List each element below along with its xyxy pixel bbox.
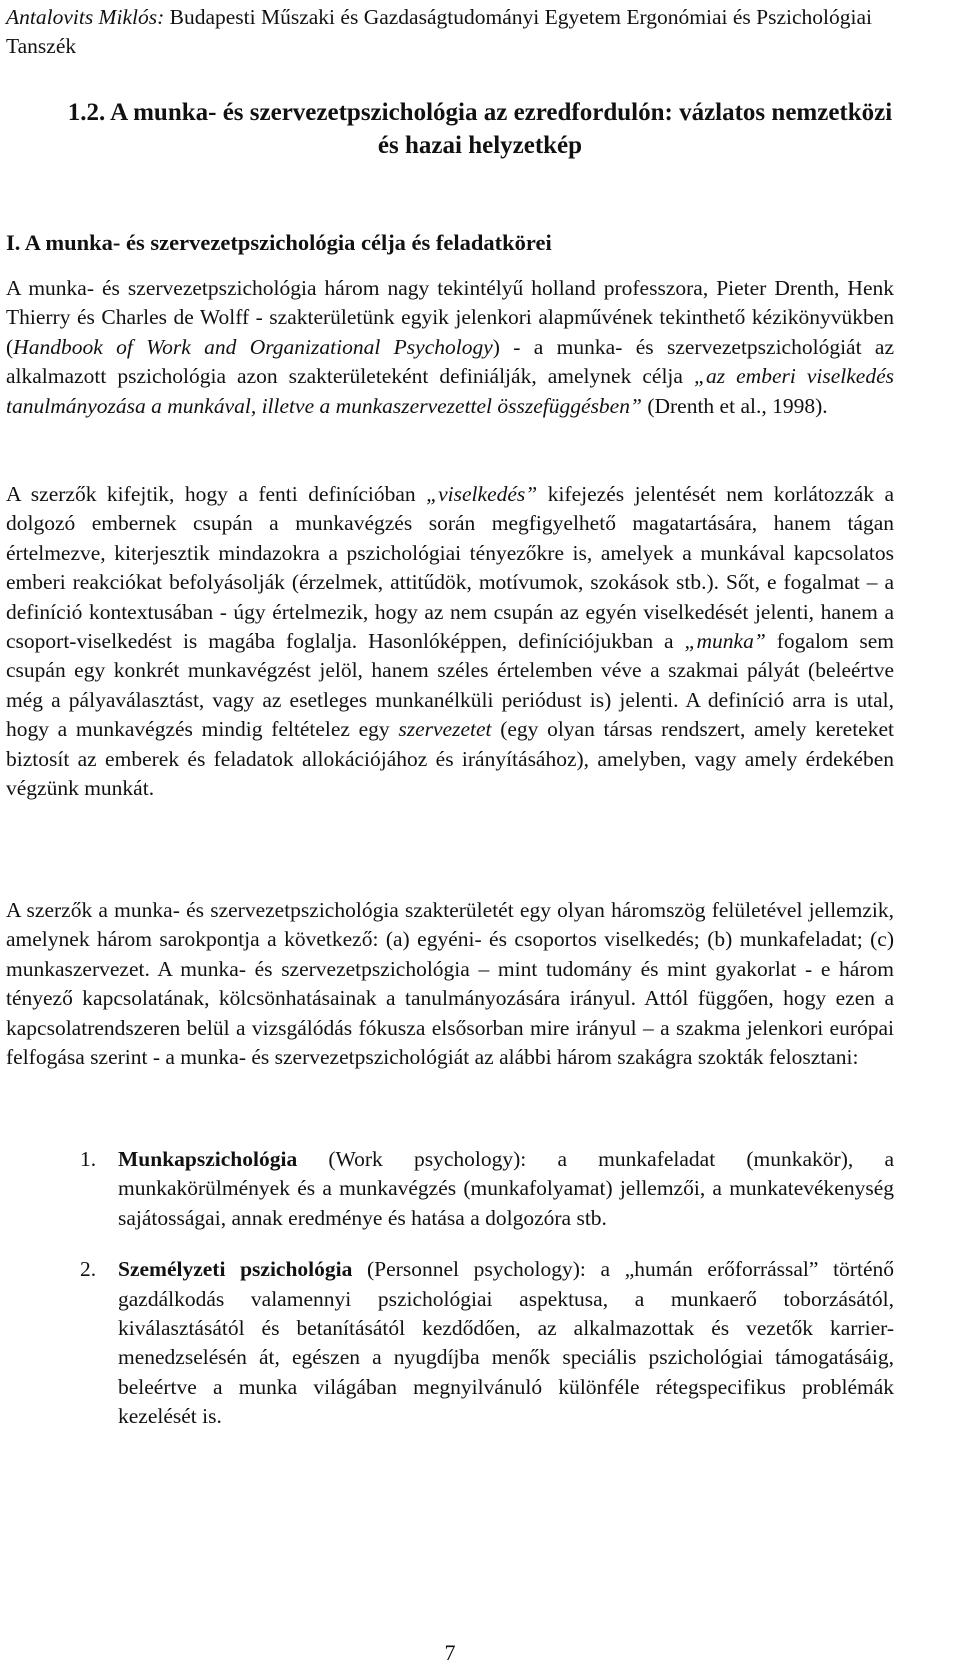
p2-text-1: A szerzők kifejtik, hogy a fenti definícióban bbox=[6, 482, 427, 506]
paragraph-1 bbox=[6, 274, 894, 421]
list-item bbox=[6, 1255, 894, 1431]
p1-text-3: (Drenth et al., 1998). bbox=[641, 393, 828, 418]
list-item-term: Személyzeti pszichológia bbox=[118, 1257, 353, 1282]
list-item-text: (Personnel psychology): a „humán erőforrással” történő gazdálkodás valamennyi pszichológiai aspektusa, a munkaerő toborzásától, kiválasztásától és betanításától kezdődően, az alkalmazottak és vezetők karrier-menedzselésén át, egészen a nyugdíjba menők speciális pszichológiai támogatásáig, beleértve a munka világában megnyilvánuló különféle rétegspecifikus problémák kezelését is. bbox=[118, 1257, 894, 1429]
page-header bbox=[6, 3, 926, 61]
paragraph-3: A szerzők a munka- és szervezetpszichológia szakterületét egy olyan háromszög felületével jellemzik, amelynek három sarokpontja a következő: (a) egyéni- és csoportos viselkedés; (b) munkafeladat; (c) munkaszervezet. A munka- és szervezetpszichológia – mint tudomány és mint gyakorlat - e három tényező kapcsolatának, kölcsönhatásainak a tanulmányozására irányul. Attól függően, hogy ezen a kapcsolatrendszeren belül a vizsgálódás fókusza elsősorban mire irányul – a szakma jelenkori európai felfogása szerint - a munka- és szervezetpszichológiát az alábbi három szakágra szokták felosztani: bbox=[6, 898, 894, 1070]
p2-text-2: kifejezés jelentését nem korlátozzák a dolgozó embernek csupán a munkavégzés során megfigyelhető magatartására, hanem tágan értelmezve, kiterjesztik mindazokra a pszichológiai tényezőkre is, amelyek a munkával kapcsolatos emberi reakciókat befolyásolják (érzelmek, attitűdök, motívumok, szokások stb.). Sőt, e fogalmat – a definíció kontextusában - úgy értelmezik, hogy az nem csupán az egyén viselkedését jelenti, hanem a csoport-viselkedést is magába foglalja. Hasonlóképpen, definíciójukban a bbox=[6, 482, 894, 654]
p1-italic-definition: „az emberi viselkedés tanulmányozása a munkával, illetve a munkaszervezettel összefüggésben” bbox=[6, 364, 895, 418]
section-title: I. A munka- és szervezetpszichológia célja és feladatkörei bbox=[6, 230, 552, 255]
p1-text-2: ) - a munka- és szervezetpszichológiát az alkalmazott pszichológia azon szakterületeként definiálják, amelynek célja bbox=[6, 334, 894, 389]
list-item-number: 1. bbox=[80, 1147, 97, 1171]
p2-text-3: fogalom sem csupán egy konkrét munkavégzést jelöl, hanem széles értelemben véve a szakmai pályát (beleértve még a pályaválasztást, vagy az esetleges munkanélküli periódust is) jelenti. A definíció arra is utal, hogy a munkavégzés mindig feltételez egy bbox=[6, 629, 894, 742]
p2-italic-viselkedes: „viselkedés” bbox=[426, 482, 538, 506]
chapter-title: 1.2. A munka- és szervezetpszichológia az ezredfordulón: vázlatos nemzetközi és hazai helyzetkép bbox=[67, 99, 893, 159]
list-item-number: 2. bbox=[80, 1257, 97, 1282]
list-item bbox=[6, 1145, 894, 1233]
page-number: 7 bbox=[444, 1640, 456, 1665]
p1-text-1: A munka- és szervezetpszichológia három nagy tekintélyű holland professzora, Pieter Drenth, Henk Thierry és Charles de Wolff - szakterületünk egyik jelenkori alapművének tekinthető kézikönyvükben ( bbox=[6, 276, 894, 359]
list-item-text: (Work psychology): a munkafeladat (munkakör), a munkakörülmények és a munkavégzés (munkafolyamat) jellemzői, a munkatevékenység sajátosságai, annak eredménye és hatása a dolgozóra stb. bbox=[118, 1147, 894, 1230]
header-institution: Budapesti Műszaki és Gazdaságtudományi Egyetem Ergonómiai és Pszichológiai Tanszék bbox=[6, 5, 873, 58]
p2-italic-munka: „munka” bbox=[684, 629, 766, 654]
list-item-term: Munkapszichológia bbox=[118, 1147, 298, 1171]
p2-text-4: (egy olyan társas rendszert, amely kereteket biztosít az emberek és feladatok allokációjához és irányításához), amelyben, vagy amely érdekében végzünk munkát. bbox=[6, 717, 894, 801]
paragraph-2 bbox=[6, 480, 894, 803]
header-author: Antalovits Miklós: bbox=[6, 5, 165, 29]
p2-italic-szervezetet: szervezetet bbox=[398, 717, 492, 742]
p1-italic-handbook: Handbook of Work and Organizational Psychology bbox=[13, 334, 493, 359]
numbered-list bbox=[6, 1145, 894, 1432]
